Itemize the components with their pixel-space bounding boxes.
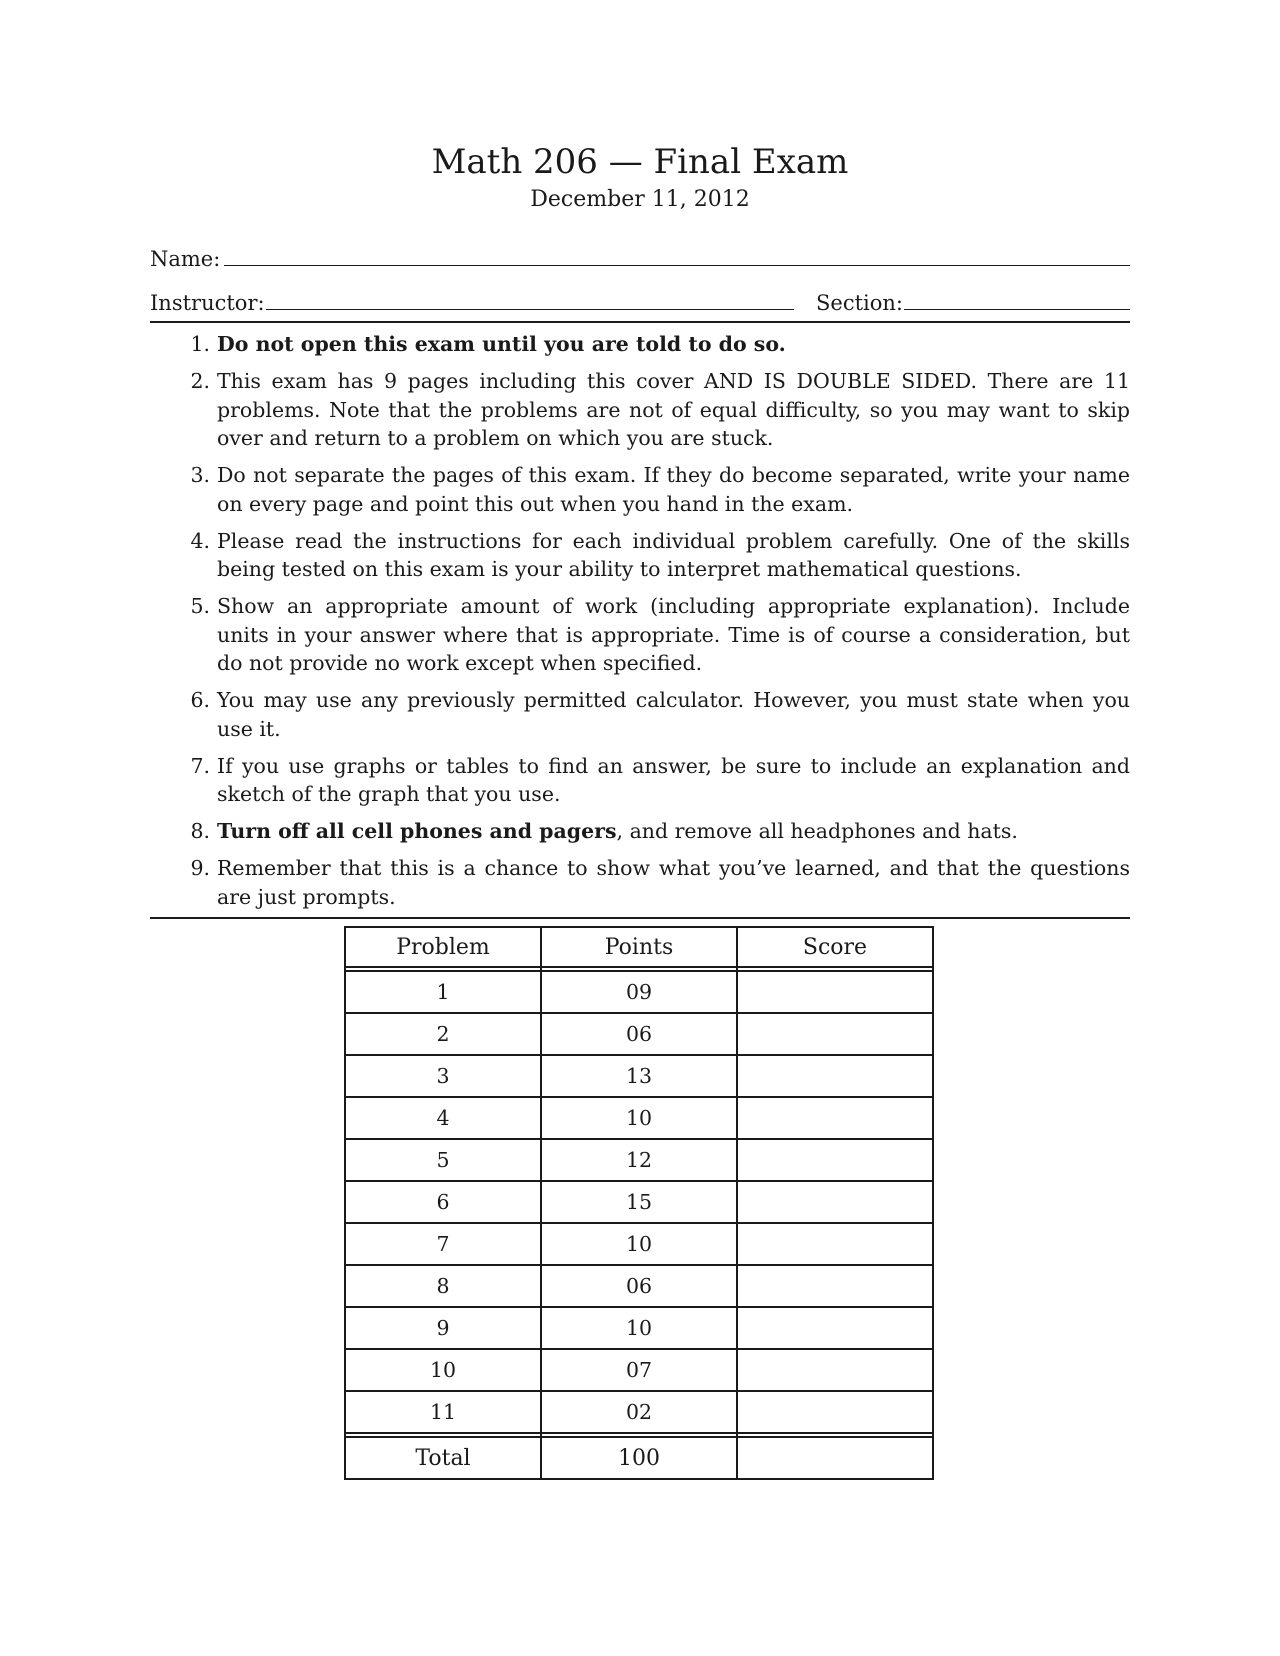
total-score-cell[interactable] <box>736 1436 934 1480</box>
instruction-number: 2. <box>190 369 210 393</box>
instruction-bold-text: Do not open this exam until you are told to do so. <box>217 332 786 356</box>
section-label: Section: <box>816 291 903 315</box>
problem-number: 3 <box>344 1056 540 1098</box>
problem-number: 11 <box>344 1392 540 1434</box>
problem-points: 02 <box>540 1392 736 1434</box>
problem-number: 9 <box>344 1308 540 1350</box>
problem-score-cell[interactable] <box>736 1140 934 1182</box>
problem-number: 2 <box>344 1014 540 1056</box>
instructions-list <box>150 330 1130 920</box>
problem-score-cell[interactable] <box>736 1308 934 1350</box>
problem-number: 5 <box>344 1140 540 1182</box>
instruction-item <box>150 461 1130 518</box>
total-points: 100 <box>540 1436 736 1480</box>
instruction-item <box>150 854 1130 911</box>
instructor-label: Instructor: <box>150 291 265 315</box>
instruction-item <box>150 592 1130 678</box>
header-points: Points <box>540 926 736 968</box>
problem-score-cell[interactable] <box>736 1182 934 1224</box>
problem-points: 06 <box>540 1266 736 1308</box>
instruction-item <box>150 367 1130 453</box>
problem-points: 06 <box>540 1014 736 1056</box>
instruction-item <box>150 686 1130 743</box>
instruction-number: 3. <box>190 463 210 487</box>
top-divider <box>150 321 1130 323</box>
table-row <box>344 1350 934 1392</box>
table-row <box>344 970 934 1014</box>
instruction-number: 4. <box>190 528 210 553</box>
table-row <box>344 1014 934 1056</box>
instruction-number: 5. <box>190 594 210 618</box>
problem-score-cell[interactable] <box>736 1392 934 1434</box>
header-score: Score <box>736 926 934 968</box>
instruction-bold-text: Turn off all cell phones and pagers <box>217 819 617 843</box>
instruction-text: Please read the instructions for each individual problem carefully. One of the skills being tested on this exam is your ability to interpret mathematical questions. <box>217 528 1130 581</box>
problem-score-cell[interactable] <box>736 970 934 1014</box>
instructor-field[interactable] <box>266 309 794 310</box>
table-row <box>344 1308 934 1350</box>
problem-score-cell[interactable] <box>736 1098 934 1140</box>
bottom-divider <box>150 917 1130 919</box>
table-row <box>344 1224 934 1266</box>
instruction-number: 1. <box>190 332 210 356</box>
problem-number: 4 <box>344 1098 540 1140</box>
instruction-text: Do not separate the pages of this exam. If they do become separated, write your name on every page and point this out when you hand in the exam. <box>217 463 1130 516</box>
instruction-text: You may use any previously permitted calculator. However, you must state when you use it. <box>217 688 1130 741</box>
problem-points: 09 <box>540 970 736 1014</box>
problem-points: 10 <box>540 1224 736 1266</box>
table-row <box>344 1098 934 1140</box>
problem-score-cell[interactable] <box>736 1350 934 1392</box>
problem-points: 10 <box>540 1098 736 1140</box>
problem-number: 6 <box>344 1182 540 1224</box>
exam-date: December 11, 2012 <box>530 187 750 212</box>
problem-number: 8 <box>344 1266 540 1308</box>
instruction-text: Show an appropriate amount of work (including appropriate explanation). Include units in your answer where that is appropriate. Time is of course a consideration, but do not provide no work except when specified. <box>217 594 1130 675</box>
header-problem: Problem <box>344 926 540 968</box>
page-title: Math 206 — Final Exam <box>431 142 849 182</box>
problem-number: 1 <box>344 970 540 1014</box>
instruction-text: Remember that this is a chance to show what you’ve learned, and that the questions are just prompts. <box>217 856 1130 909</box>
score-table <box>344 926 934 1480</box>
name-field[interactable] <box>224 265 1130 266</box>
problem-points: 07 <box>540 1350 736 1392</box>
problem-score-cell[interactable] <box>736 1266 934 1308</box>
problem-score-cell[interactable] <box>736 1224 934 1266</box>
problem-score-cell[interactable] <box>736 1056 934 1098</box>
instruction-text: If you use graphs or tables to find an answer, be sure to include an explanation and sketch of the graph that you use. <box>217 753 1130 806</box>
problem-number: 10 <box>344 1350 540 1392</box>
instruction-number: 8. <box>190 819 210 843</box>
problem-points: 10 <box>540 1308 736 1350</box>
score-table-header <box>344 926 934 968</box>
total-row <box>344 1436 934 1480</box>
instruction-item <box>150 330 1130 359</box>
problem-points: 12 <box>540 1140 736 1182</box>
problem-points: 15 <box>540 1182 736 1224</box>
instruction-number: 7. <box>190 753 210 778</box>
instruction-item <box>150 527 1130 584</box>
total-label: Total <box>344 1436 540 1480</box>
table-row <box>344 1266 934 1308</box>
problem-points: 13 <box>540 1056 736 1098</box>
problem-score-cell[interactable] <box>736 1014 934 1056</box>
table-row <box>344 1140 934 1182</box>
table-row <box>344 1392 934 1434</box>
instruction-text: This exam has 9 pages including this cover AND IS DOUBLE SIDED. There are 11 problems. Note that the problems are not of equal difficulty, so you may want to skip over and return to a problem on which you are stuck. <box>217 369 1130 450</box>
section-field[interactable] <box>904 309 1130 310</box>
problem-number: 7 <box>344 1224 540 1266</box>
instruction-number: 9. <box>190 856 210 880</box>
instruction-number: 6. <box>190 688 210 712</box>
instruction-text: , and remove all headphones and hats. <box>616 819 1018 843</box>
table-row <box>344 1182 934 1224</box>
instruction-item <box>150 752 1130 809</box>
instruction-item <box>150 817 1130 846</box>
table-row <box>344 1056 934 1098</box>
name-label: Name: <box>150 247 221 271</box>
